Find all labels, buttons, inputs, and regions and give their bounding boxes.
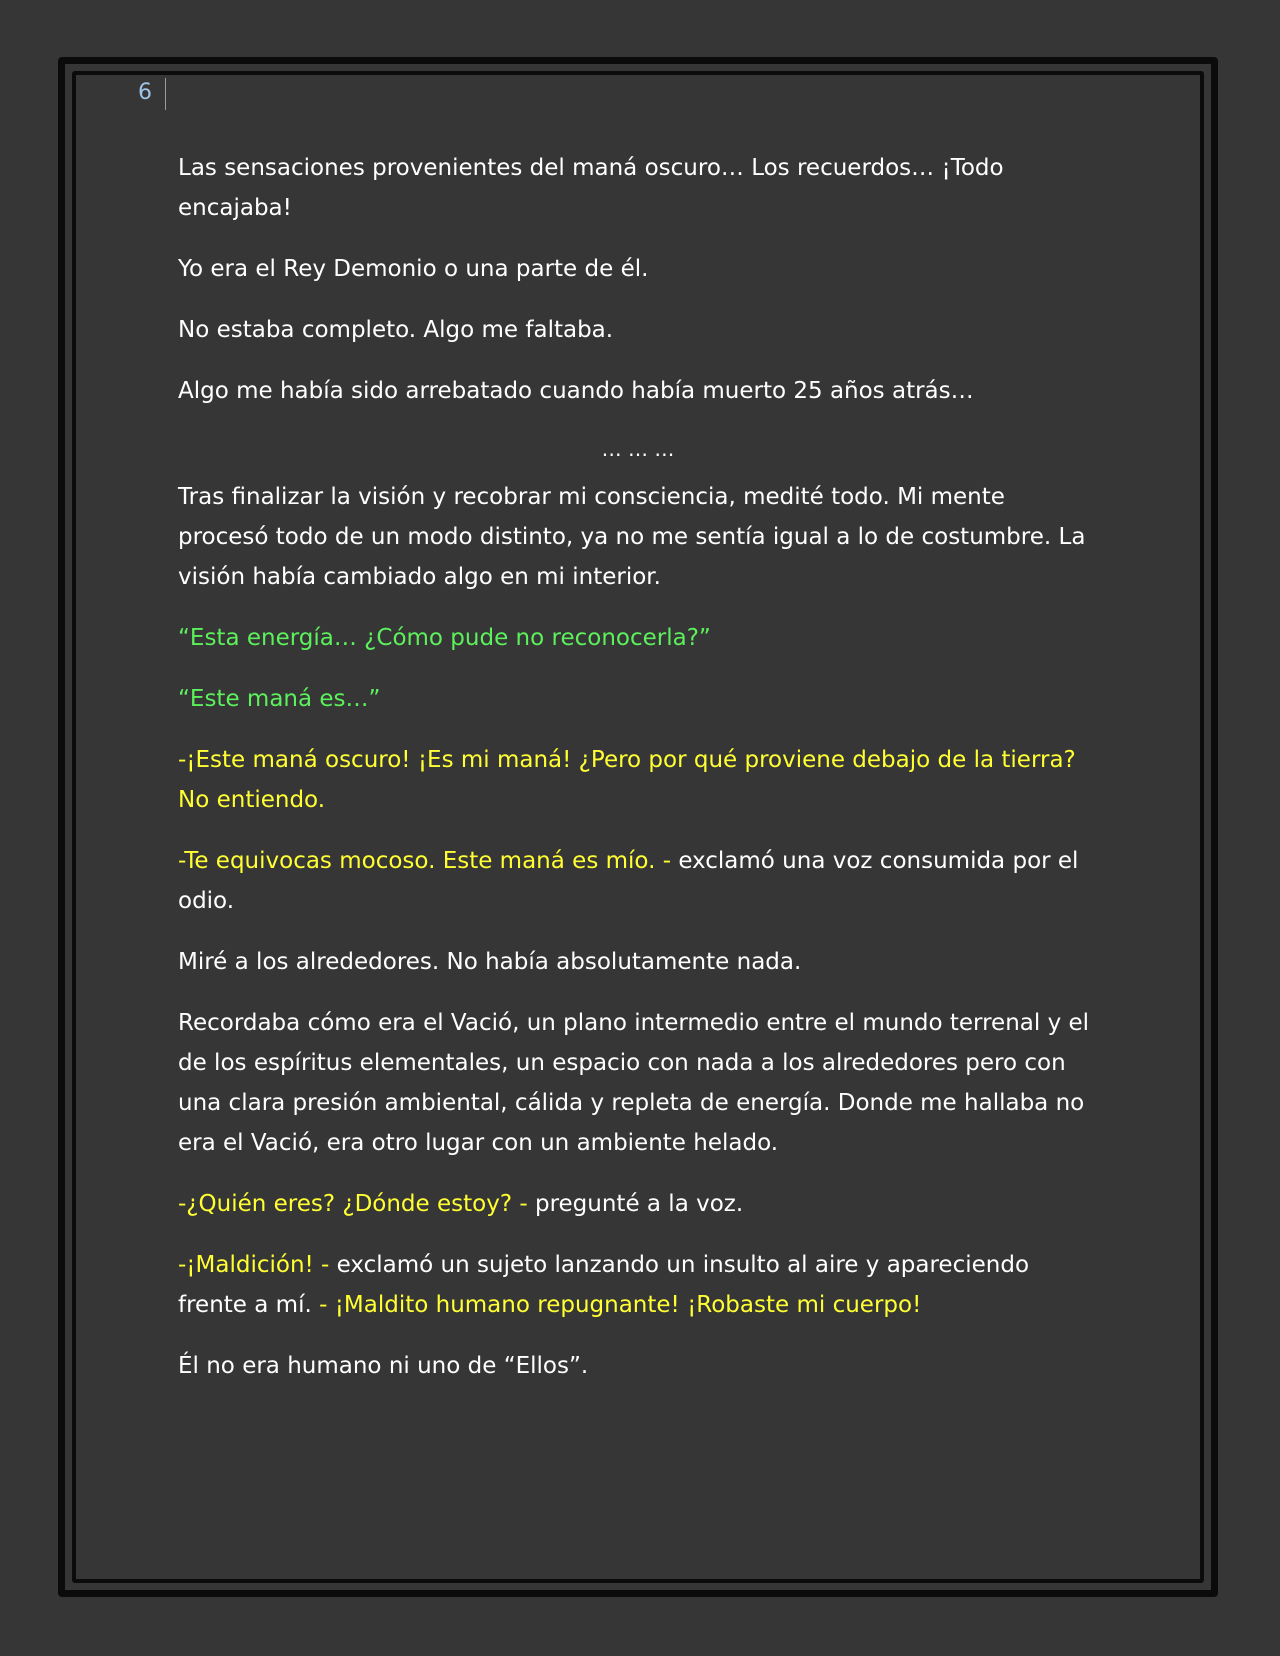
thought-text: “Este maná es…” [178, 686, 381, 712]
narration-text: pregunté a la voz. [534, 1191, 744, 1217]
narration-text: Tras finalizar la visión y recobrar mi consciencia, medité todo. Mi mente procesó todo de un modo distinto, ya no me sentía igual a lo de costumbre. La visión había cambiado algo en mi interior. [178, 484, 1086, 590]
paragraph [178, 942, 1098, 982]
dialogue-text: -¡Maldición! - [178, 1252, 337, 1278]
paragraph [178, 1184, 1098, 1224]
narration-text: No estaba completo. Algo me faltaba. [178, 317, 614, 343]
page-number-divider [165, 78, 166, 110]
narration-text: exclamó una voz consumida por el odio. [178, 848, 1079, 914]
story-text [178, 148, 1098, 1407]
page-number: 6 [138, 80, 152, 105]
paragraph [178, 148, 1098, 228]
paragraph [178, 679, 1098, 719]
paragraph [178, 249, 1098, 289]
narration-text: Miré a los alrededores. No había absolutamente nada. [178, 949, 802, 975]
scene-separator [178, 430, 1098, 468]
narration-text: exclamó un sujeto lanzando un insulto al aire y apareciendo frente a mí. [178, 1252, 1030, 1318]
paragraph [178, 1346, 1098, 1386]
paragraph [178, 740, 1098, 820]
narration-text: Yo era el Rey Demonio o una parte de él. [178, 256, 649, 282]
thought-text: “Esta energía… ¿Cómo pude no reconocerla?” [178, 625, 711, 651]
paragraph [178, 477, 1098, 597]
dialogue-text: -¿Quién eres? ¿Dónde estoy? - [178, 1191, 535, 1217]
paragraph [178, 1245, 1098, 1325]
dialogue-text: -Te equivocas mocoso. Este maná es mío. - [178, 848, 679, 874]
narration-text: Recordaba cómo era el Vació, un plano intermedio entre el mundo terrenal y el de los espíritus elementales, un espacio con nada a los alrededores pero con una clara presión ambiental, cálida y repleta de energía. Donde me hallaba no era el Vació, era otro lugar con un ambiente helado. [178, 1010, 1090, 1156]
narration-text: Algo me había sido arrebatado cuando había muerto 25 años atrás… [178, 378, 974, 404]
paragraph [178, 1003, 1098, 1163]
dialogue-text: -¡Este maná oscuro! ¡Es mi maná! ¿Pero por qué proviene debajo de la tierra? No entiendo. [178, 747, 1076, 813]
paragraph [178, 618, 1098, 658]
narration-text: Las sensaciones provenientes del maná oscuro… Los recuerdos… ¡Todo encajaba! [178, 155, 1004, 221]
paragraph [178, 371, 1098, 411]
paragraph [178, 310, 1098, 350]
paragraph [178, 841, 1098, 921]
narration-text: … … … [601, 437, 675, 461]
narration-text: Él no era humano ni uno de “Ellos”. [178, 1353, 589, 1379]
dialogue-text: - ¡Maldito humano repugnante! ¡Robaste mi cuerpo! [319, 1292, 922, 1318]
